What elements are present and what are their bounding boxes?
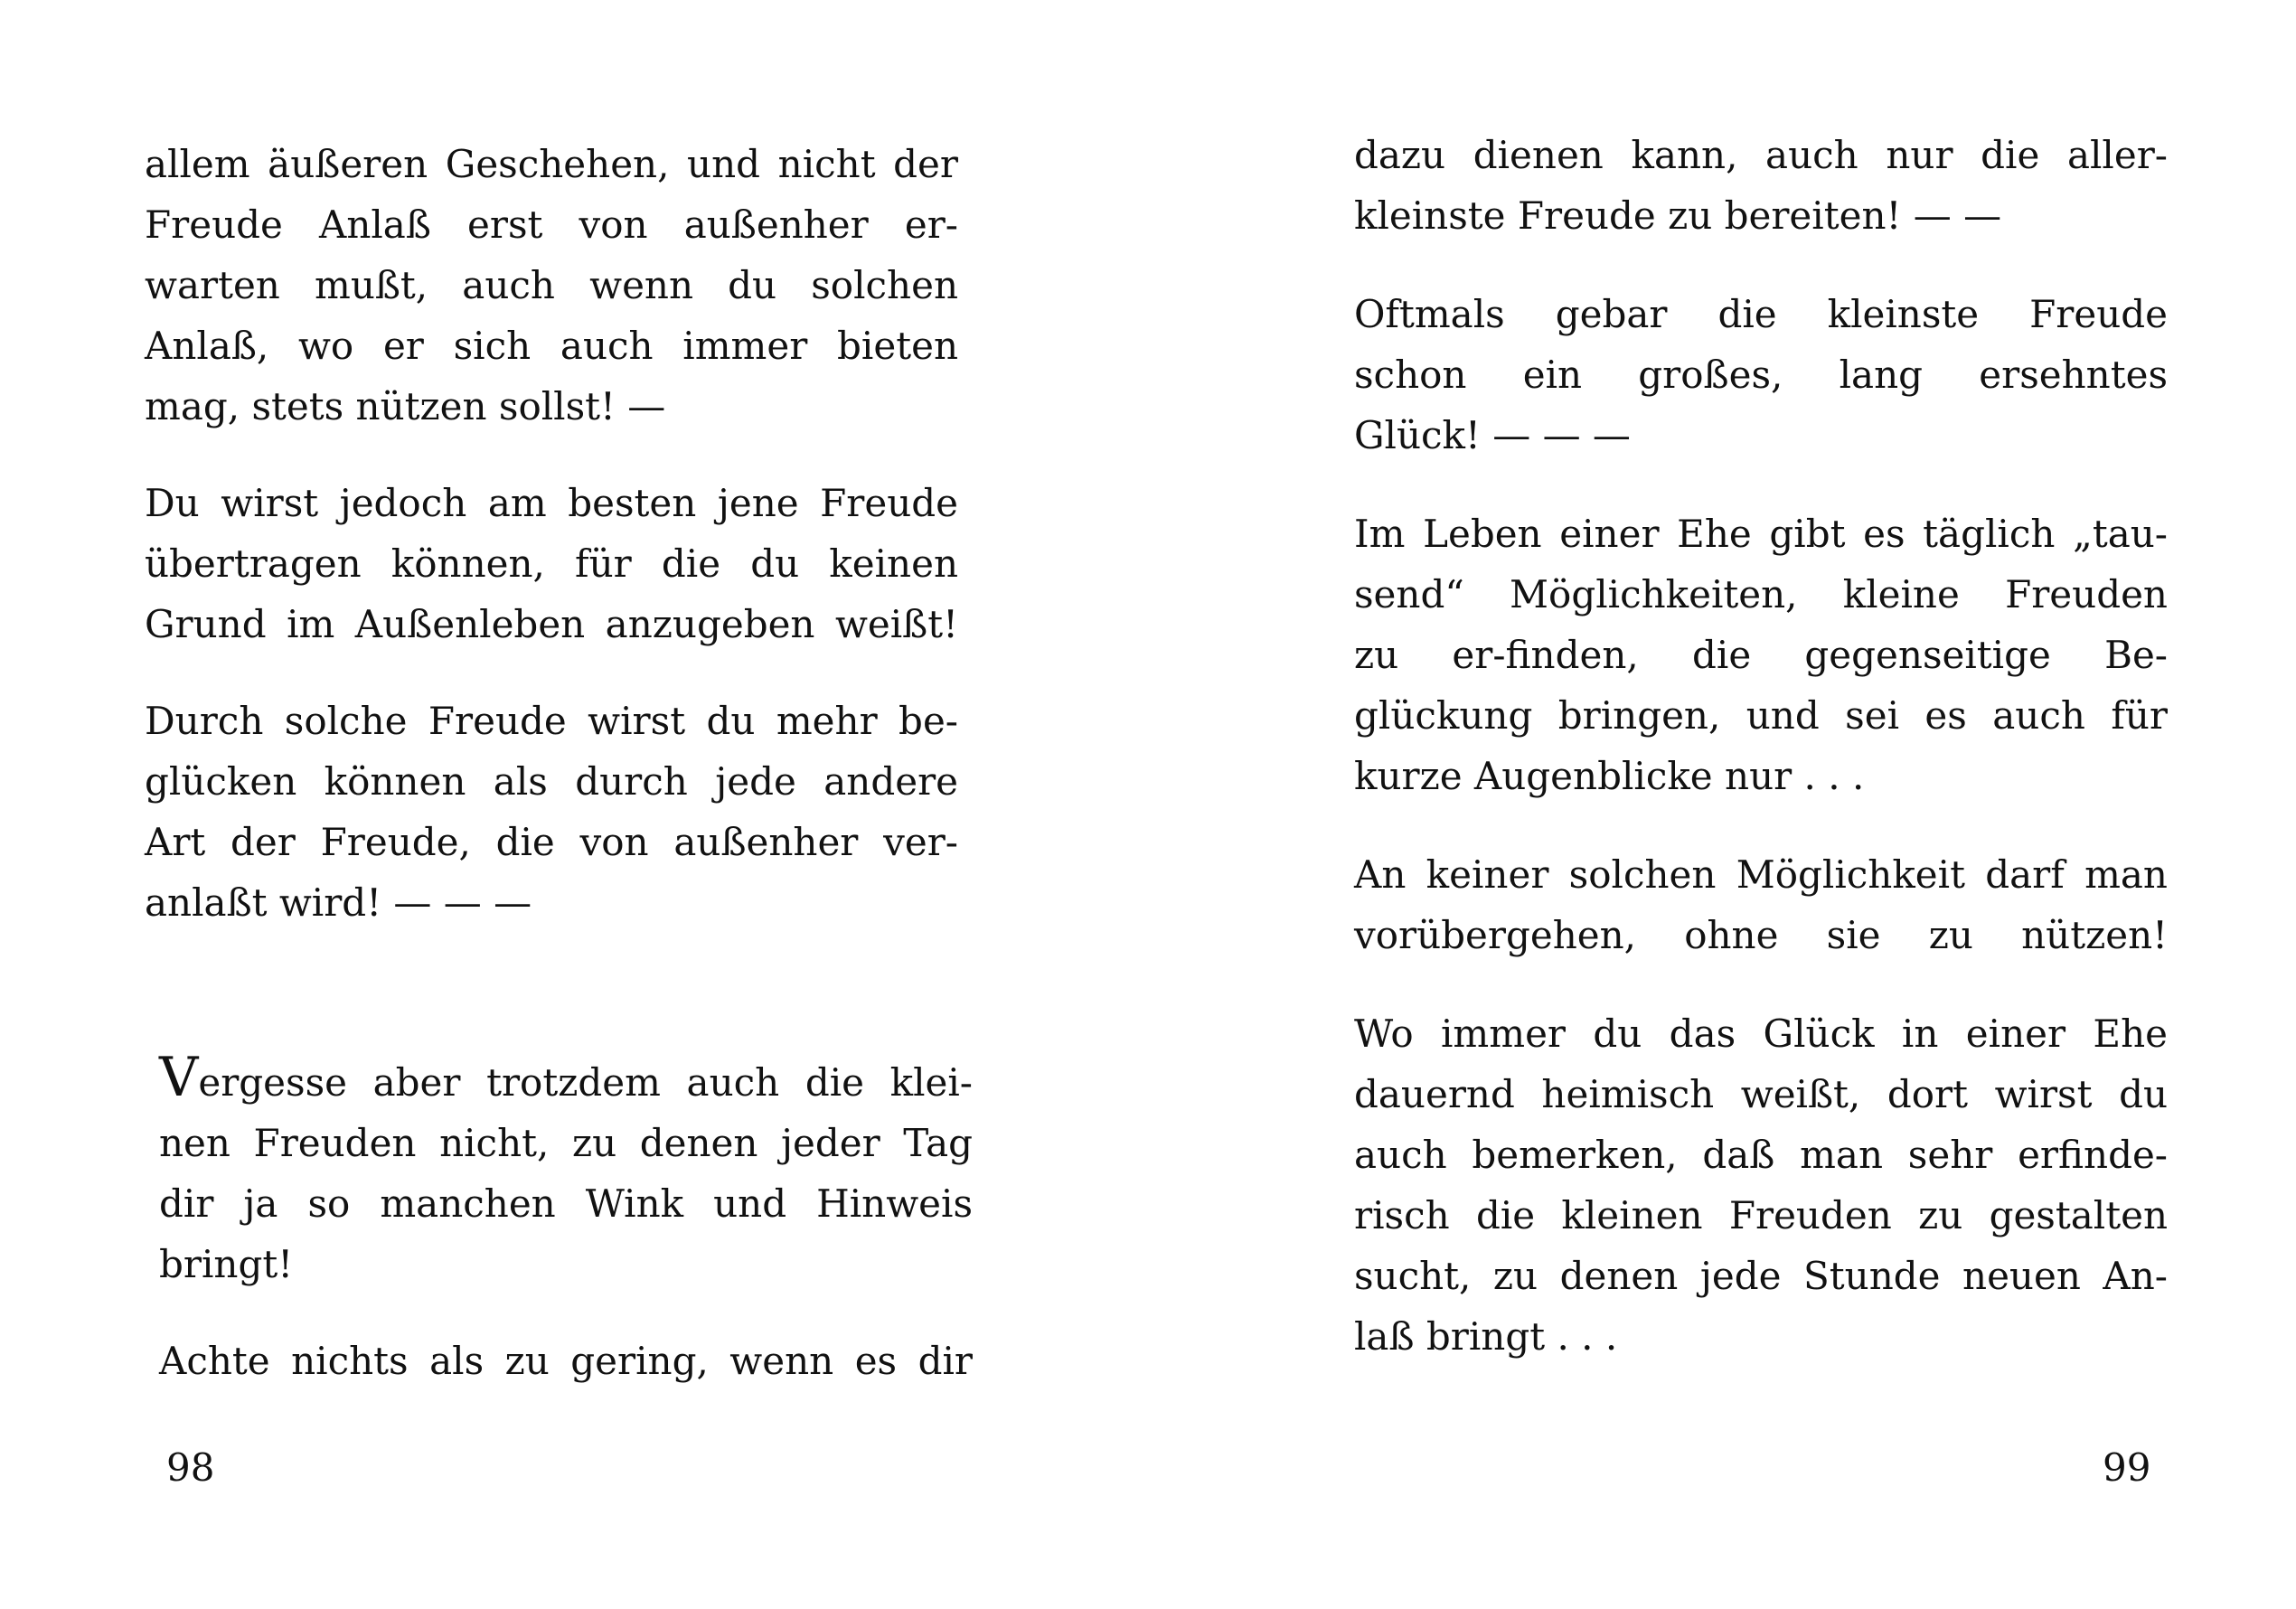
text-line: An keiner solchen Möglichkeit darf man	[1354, 852, 2168, 897]
text-line: Im Leben einer Ehe gibt es täglich „tau-	[1354, 512, 2168, 556]
text-line: Wo immer du das Glück in einer Ehe	[1354, 1012, 2168, 1056]
text-line: Art der Freude, die von außenher ver-	[145, 820, 958, 864]
right-page	[1148, 0, 2296, 1609]
text-line: Du wirst jedoch am besten jene Freude	[145, 481, 958, 525]
text-line: Grund im Außenleben anzugeben weißt!	[145, 602, 958, 646]
text-line: kurze Augenblicke nur . . .	[1354, 754, 1865, 798]
text-line: mag, stets nützen sollst! —	[145, 384, 666, 428]
left-page-top-text	[145, 134, 958, 969]
text-line	[159, 1046, 973, 1113]
page-number: 98	[166, 1445, 215, 1490]
text-line: schon ein großes, lang ersehntes	[1354, 353, 2168, 397]
paragraph	[159, 1331, 973, 1391]
right-page-text	[1354, 125, 2168, 1403]
text-line: vorübergehen, ohne sie zu nützen!	[1354, 913, 2168, 957]
text-line: risch die kleinen Freuden zu gestalten	[1354, 1193, 2168, 1237]
text-line: Durch solche Freude wirst du mehr be-	[145, 699, 958, 743]
paragraph	[1354, 503, 2168, 806]
text-line: anlaßt wird! — — —	[145, 880, 532, 925]
text-line: Glück! — — —	[1354, 413, 1631, 457]
text-line: bringt!	[159, 1242, 294, 1286]
text-line: kleinste Freude zu bereiten! — —	[1354, 193, 2002, 238]
text-line: allem äußeren Geschehen, und nicht der	[145, 142, 958, 186]
text-line: dir ja so manchen Wink und Hinweis	[159, 1181, 973, 1226]
text-line: laß bringt . . .	[1354, 1314, 1618, 1359]
text-line: dauernd heimisch weißt, dort wirst du	[1354, 1072, 2168, 1116]
page-number: 99	[2103, 1445, 2151, 1490]
text-line: zu er-finden, die gegenseitige Be-	[1354, 633, 2168, 677]
text-line: nen Freuden nicht, zu denen jeder Tag	[159, 1121, 973, 1165]
text-line: send“ Möglichkeiten, kleine Freuden	[1354, 572, 2168, 616]
text-line: dazu dienen kann, auch nur die aller-	[1354, 133, 2168, 177]
text-line: Freude Anlaß erst von außenher er-	[145, 202, 958, 247]
paragraph	[159, 1046, 973, 1294]
paragraph	[1354, 284, 2168, 466]
text-line-rest: ergesse aber trotzdem auch die klei-	[198, 1060, 973, 1105]
text-line: warten mußt, auch wenn du solchen	[145, 263, 958, 307]
drop-cap: V	[159, 1046, 199, 1109]
text-line: sucht, zu denen jede Stunde neuen An-	[1354, 1254, 2168, 1298]
paragraph	[1354, 125, 2168, 246]
text-line: übertragen können, für die du keinen	[145, 541, 958, 586]
text-line: Achte nichts als zu gering, wenn es dir	[159, 1339, 973, 1383]
text-line: Oftmals gebar die kleinste Freude	[1354, 292, 2168, 336]
paragraph	[1354, 844, 2168, 965]
paragraph	[1354, 1003, 2168, 1367]
text-line: glücken können als durch jede andere	[145, 759, 958, 804]
text-line: auch bemerken, daß man sehr erfinde-	[1354, 1133, 2168, 1177]
paragraph	[145, 473, 958, 654]
text-line: Anlaß, wo er sich auch immer bieten	[145, 324, 958, 368]
text-line: glückung bringen, und sei es auch für	[1354, 693, 2168, 738]
paragraph	[145, 691, 958, 933]
paragraph	[145, 134, 958, 437]
left-page-bottom-text	[159, 1046, 973, 1427]
